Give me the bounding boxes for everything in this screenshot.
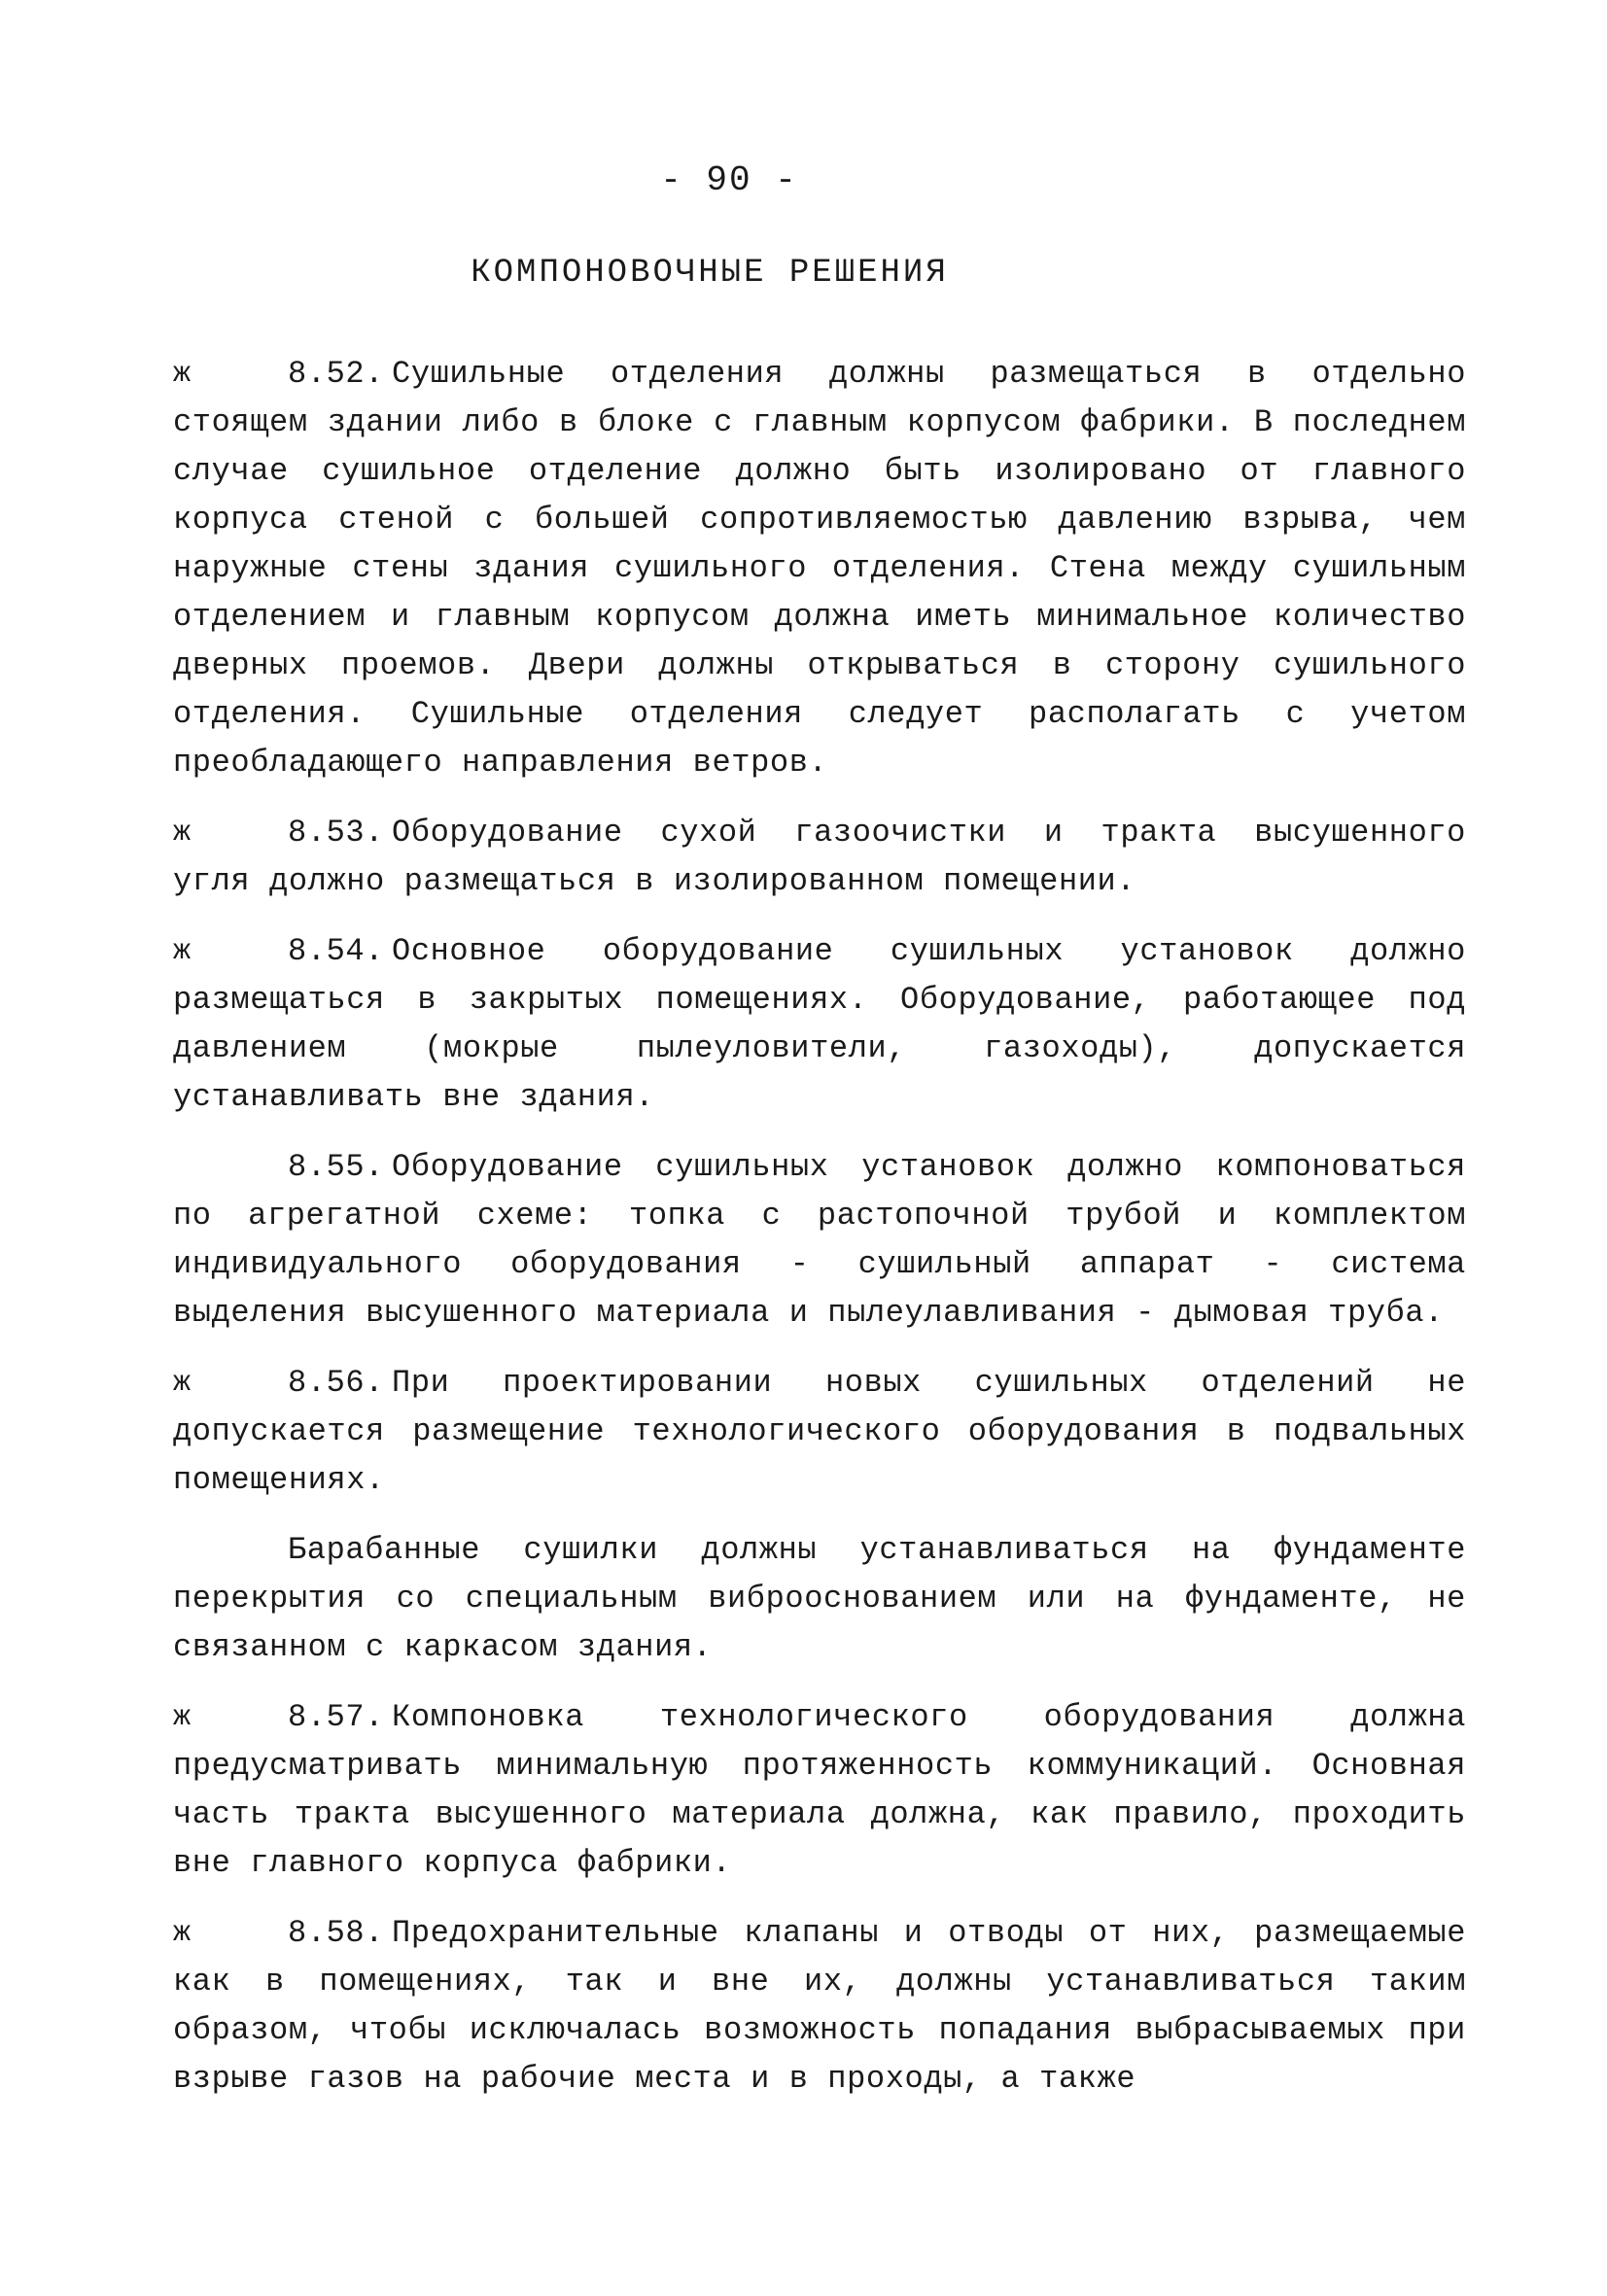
paragraph-8-52 — [173, 350, 1466, 787]
paragraph-drum-dryers — [173, 1526, 1466, 1672]
paragraph-text: Оборудование сухой газоочистки и тракта высушенного угля должно размещаться в изолированном помещении. — [173, 815, 1466, 899]
paragraph-number: 8.55. — [288, 1149, 385, 1185]
paragraph-8-56 — [173, 1359, 1466, 1505]
paragraph-text: Предохранительные клапаны и отводы от них, размещаемые как в помещениях, так и вне их, должны устанавливаться таким образом, чтобы исключалась возможность попадания выбрасываемых при взрыве газов на рабочие места и в проходы, а также — [173, 1915, 1466, 2097]
asterisk-mark-icon: ж — [173, 358, 192, 391]
asterisk-mark-icon: ж — [173, 1917, 192, 1950]
paragraph-text: При проектировании новых сушильных отделений не допускается размещение технологического оборудования в подвальных помещениях. — [173, 1365, 1466, 1498]
paragraph-8-54 — [173, 927, 1466, 1122]
asterisk-mark-icon: ж — [173, 1367, 192, 1400]
asterisk-mark-icon: ж — [173, 817, 192, 850]
paragraph-8-55 — [173, 1143, 1466, 1338]
paragraph-text: Основное оборудование сушильных установок должно размещаться в закрытых помещениях. Оборудование, работающее под давлением (мокрые пылеуловители, газоходы), допускается устанавливать вне здания. — [173, 933, 1466, 1115]
paragraph-number: 8.56. — [288, 1365, 385, 1401]
paragraph-text: Компоновка технологического оборудования должна предусматривать минимальную протяженность коммуникаций. Основная часть тракта высушенного материала должна, как правило, проходить вне главного корпуса фабрики. — [173, 1699, 1466, 1881]
paragraph-number: 8.53. — [288, 815, 385, 851]
paragraph-8-57 — [173, 1693, 1466, 1888]
paragraph-8-58 — [173, 1909, 1466, 2104]
paragraph-text: Оборудование сушильных установок должно компоноваться по агрегатной схеме: топка с растопочной трубой и комплектом индивидуального оборудования - сушильный аппарат - система выделения высушенного материала и пылеулавливания - дымовая труба. — [173, 1149, 1466, 1331]
paragraph-text: Барабанные сушилки должны устанавливаться на фундаменте перекрытия со специальным виброоснованием или на фундаменте, не связанном с каркасом здания. — [173, 1532, 1466, 1665]
paragraph-number: 8.52. — [288, 356, 385, 392]
paragraph-number: 8.58. — [288, 1915, 385, 1951]
paragraph-number: 8.54. — [288, 933, 385, 969]
paragraph-8-53 — [173, 809, 1466, 906]
asterisk-mark-icon: ж — [173, 935, 192, 968]
paragraph-number: 8.57. — [288, 1699, 385, 1735]
paragraph-text: Сушильные отделения должны размещаться в отдельно стоящем здании либо в блоке с главным корпусом фабрики. В последнем случае сушильное отделение должно быть изолировано от главного корпуса стеной с большей сопротивляемостью давлению взрыва, чем наружные стены здания сушильного отделения. Стена между сушильным отделением и главным корпусом должна иметь минимальное количество дверных проемов. Двери должны открываться в сторону сушильного отделения. Сушильные отделения следует располагать с учетом преобладающего направления ветров. — [173, 356, 1466, 781]
asterisk-mark-icon: ж — [173, 1701, 192, 1734]
body-text — [173, 350, 1466, 2125]
section-title: КОМПОНОВОЧНЫЕ РЕШЕНИЯ — [471, 255, 949, 292]
page-number: - 90 - — [660, 160, 798, 200]
